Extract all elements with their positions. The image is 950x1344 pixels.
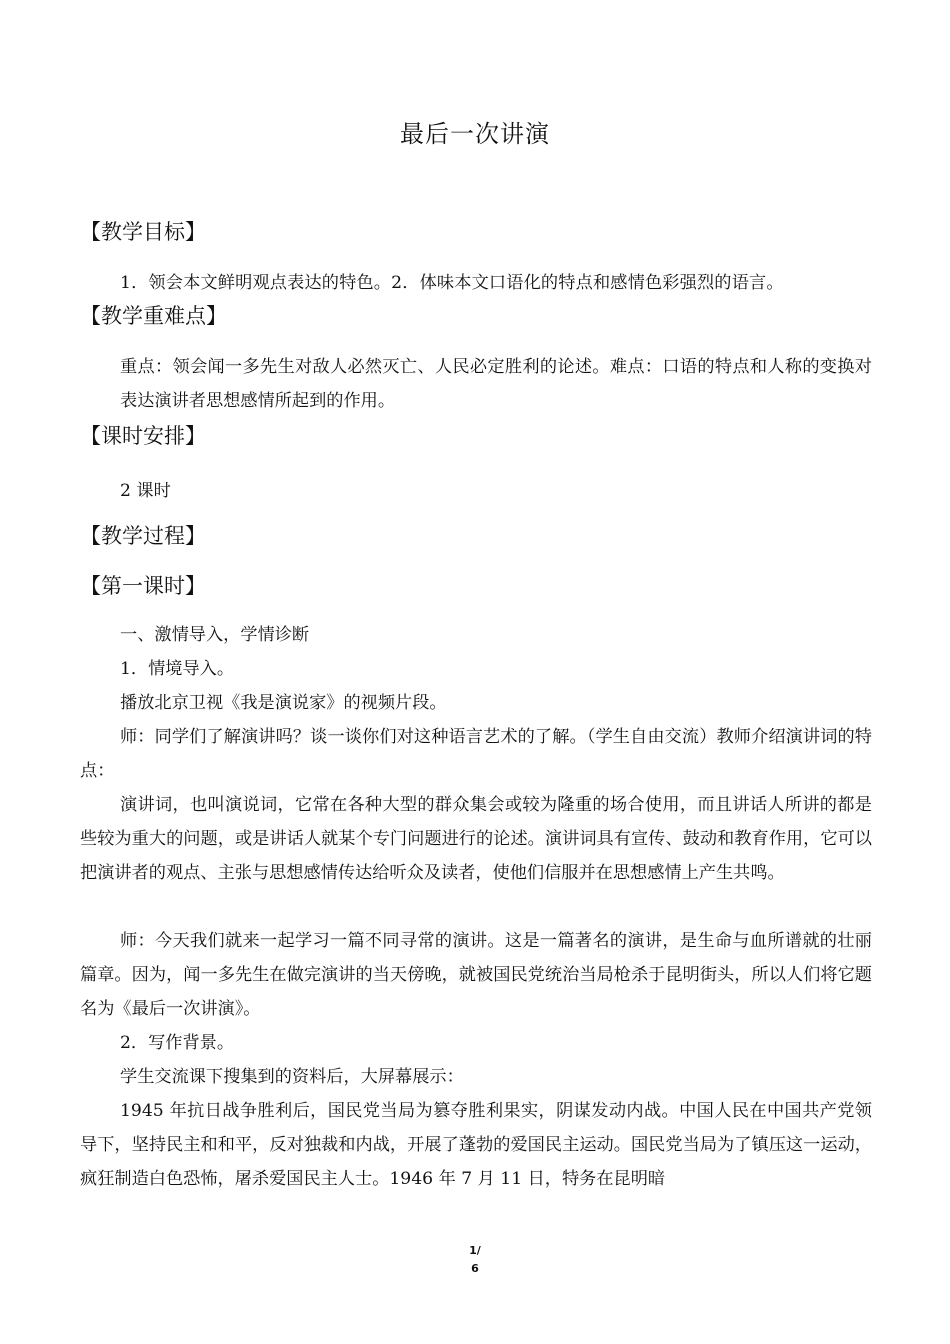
- item-situation-intro: 1．情境导入。: [120, 659, 235, 679]
- paragraph-student-exchange: 学生交流课下搜集到的资料后，大屏幕展示：: [120, 1067, 464, 1087]
- heading-teaching-process: 【教学过程】: [80, 524, 206, 548]
- page-number-total: 6: [471, 1262, 479, 1275]
- item-writing-background: 2．写作背景。: [120, 1033, 235, 1053]
- class-schedule-text: 2 课时: [120, 481, 171, 501]
- paragraph-teacher-question: 师：同学们了解演讲吗？谈一谈你们对这种语言艺术的了解。（学生自由交流）教师介绍演讲词的特点：: [80, 727, 872, 781]
- step-intro-heading: 一、激情导入，学情诊断: [120, 625, 310, 645]
- teaching-goals-text: 1．领会本文鲜明观点表达的特色。2．体味本文口语化的特点和感情色彩强烈的语言。: [120, 273, 784, 293]
- heading-first-lesson: 【第一课时】: [80, 574, 206, 598]
- heading-teaching-goals: 【教学目标】: [80, 220, 206, 244]
- key-difficult-points-text: 重点：领会闻一多先生对敌人必然灭亡、人民必定胜利的论述。难点：口语的特点和人称的变换对表达演讲者思想感情所起到的作用。: [120, 357, 872, 411]
- paragraph-video: 播放北京卫视《我是演说家》的视频片段。: [120, 693, 447, 713]
- heading-key-difficult-points: 【教学重难点】: [80, 304, 227, 328]
- page-number-current: 1/: [469, 1244, 481, 1257]
- paragraph-historical-background: 1945 年抗日战争胜利后，国民党当局为篡夺胜利果实，阴谋发动内战。中国人民在中国共产党领导下，坚持民主和和平，反对独裁和内战，开展了蓬勃的爱国民主运动。国民党当局为了镇压这一运动，疯狂制造白色恐怖，屠杀爱国民主人士。1946 年 7 月 11 日，特务在昆明暗: [80, 1101, 872, 1189]
- paragraph-speech-definition: 演讲词，也叫演说词，它常在各种大型的群众集会或较为隆重的场合使用，而且讲话人所讲的都是些较为重大的问题，或是讲话人就某个专门问题进行的论述。演讲词具有宣传、鼓动和教育作用，它可以把演讲者的观点、主张与思想感情传达给听众及读者，使他们信服并在思想感情上产生共鸣。: [80, 795, 872, 883]
- page-number: [455, 1242, 495, 1278]
- heading-class-schedule: 【课时安排】: [80, 424, 206, 448]
- document-title: 最后一次讲演: [400, 120, 550, 148]
- paragraph-teacher-intro: 师：今天我们就来一起学习一篇不同寻常的演讲。这是一篇著名的演讲，是生命与血所谱就的壮丽篇章。因为，闻一多先生在做完演讲的当天傍晚，就被国民党统治当局枪杀于昆明街头，所以人们将它题名为《最后一次讲演》。: [80, 931, 872, 1019]
